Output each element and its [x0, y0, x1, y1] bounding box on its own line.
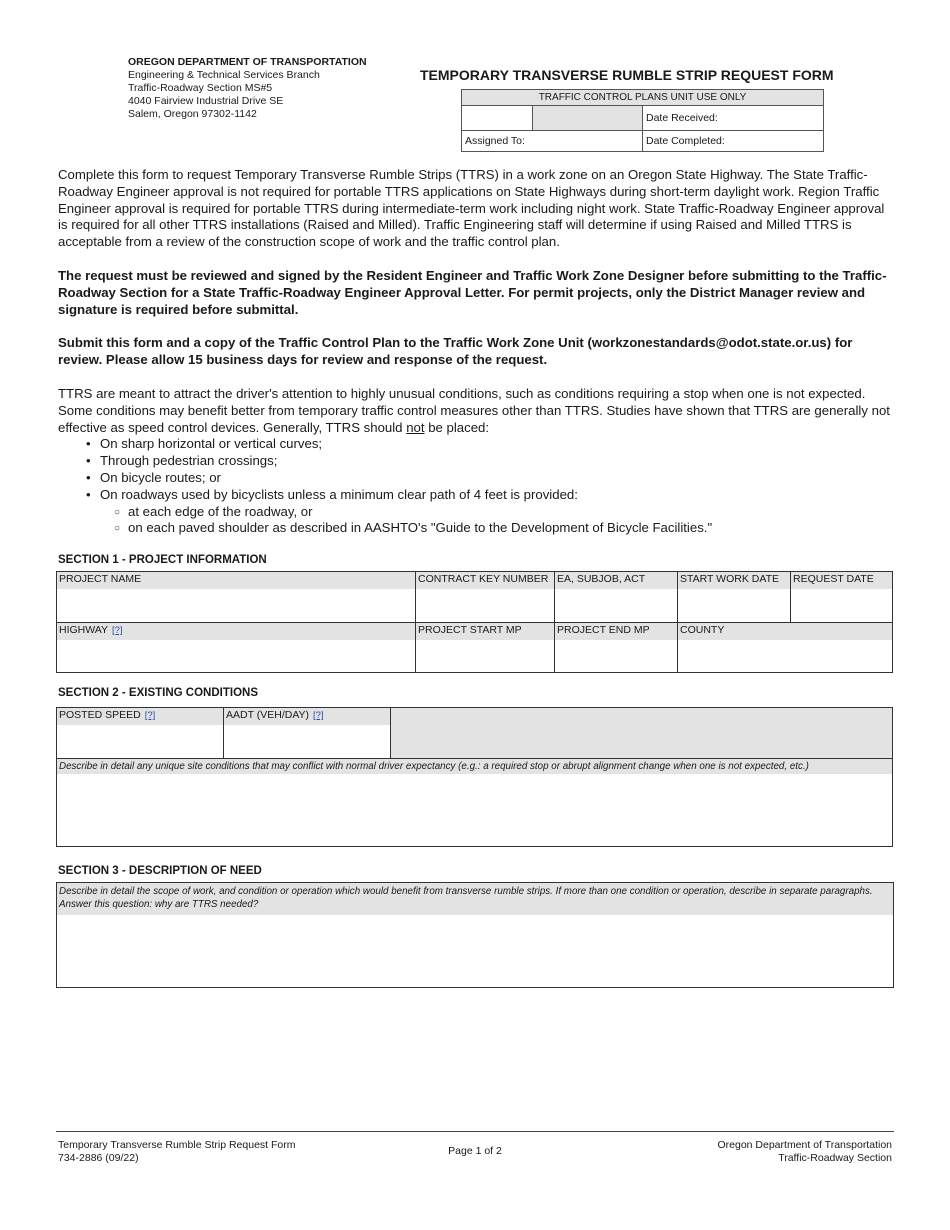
start-work-date-label: START WORK DATE: [678, 572, 790, 589]
county-label: COUNTY: [678, 623, 892, 640]
start-work-date-input[interactable]: [678, 589, 790, 622]
section-1-title: SECTION 1 - PROJECT INFORMATION: [58, 554, 267, 566]
bullet-item: [86, 436, 892, 453]
highway-cell: [57, 623, 416, 673]
footer-page-number: Page 1 of 2: [448, 1145, 502, 1157]
footer-form-name: Temporary Transverse Rumble Strip Request Form: [58, 1139, 296, 1151]
sub-bullet-item: [114, 503, 892, 521]
circle-bullet-icon: ○: [114, 523, 121, 535]
ea-label: EA, SUBJOB, ACT: [555, 572, 677, 589]
intro-text-2: The request must be reviewed and signed by the Resident Engineer and Traffic Work Zone Designer before submitting to the Traffic-Roadway Section for a State Traffic-Roadway Engineer Approval Letter. For permit projects, only the District Manager review and signature is required before submittal.: [58, 268, 887, 317]
assigned-to-field[interactable]: [462, 131, 643, 152]
posted-speed-input[interactable]: [57, 725, 223, 758]
existing-conditions-table: [56, 707, 893, 847]
county-cell: [678, 623, 893, 673]
bullet-text: On roadways used by bicyclists unless a minimum clear path of 4 feet is provided:: [100, 486, 578, 502]
footer-section: Traffic-Roadway Section: [778, 1152, 892, 1164]
highway-input[interactable]: [57, 640, 415, 672]
contract-key-input[interactable]: [416, 589, 554, 622]
site-conditions-cell: [57, 759, 893, 847]
bullet-item: [86, 453, 892, 470]
aadt-label-row: [224, 708, 390, 725]
posted-speed-label: POSTED SPEED: [59, 709, 141, 721]
bullet-icon: •: [86, 469, 91, 485]
contract-key-label: CONTRACT KEY NUMBER: [416, 572, 554, 589]
project-name-input[interactable]: [57, 589, 415, 622]
section-2-shaded-cell: [391, 708, 893, 759]
intro-text-4-not: not: [406, 419, 425, 435]
sub-bullet-item: [114, 520, 892, 537]
project-end-mp-label: PROJECT END MP: [555, 623, 677, 640]
bullet-text: On sharp horizontal or vertical curves;: [100, 436, 323, 452]
assigned-to-label: Assigned To:: [465, 135, 525, 147]
agency-section: Traffic-Roadway Section MS#5: [128, 82, 273, 94]
highway-help-link[interactable]: [?]: [112, 625, 123, 636]
agency-address-block: [128, 56, 367, 121]
need-description-label: Describe in detail the scope of work, and condition or operation which would benefit from transverse rumble strips. If more than one condition or operation, describe in separate paragraphs. Answer this question: why are TTRS needed?: [57, 883, 893, 915]
bullet-icon: •: [86, 453, 91, 469]
intro-text-1: Complete this form to request Temporary Transverse Rumble Strips (TTRS) in a work zone on an Oregon State Highway. The State Traffic-Roadway Engineer approval is not required for portable TTRS applications on State Highways during short-term daylight work. Region Traffic Engineer approval is required for portable TTRS during intermediate-term work including night work. State Traffic-Roadway Engineer approval is required for all other TTRS installations (Raised and Milled). Traffic Engineering staff will determine if using Raised and Milled TTRS is acceptable from a review of the construction scope of work and the traffic control plan.: [58, 167, 885, 250]
sub-bullet-list: [100, 504, 892, 538]
contract-key-cell: [416, 572, 555, 623]
posted-speed-cell: [57, 708, 224, 759]
section-3-title: SECTION 3 - DESCRIPTION OF NEED: [58, 865, 262, 877]
intro-text-4-end: be placed:: [424, 419, 490, 435]
bullet-text: Through pedestrian crossings;: [100, 453, 278, 469]
bullet-item: [86, 486, 892, 537]
project-end-mp-cell: [555, 623, 678, 673]
agency-street: 4040 Fairview Industrial Drive SE: [128, 95, 284, 107]
posted-speed-label-row: [57, 708, 223, 725]
project-name-label: PROJECT NAME: [57, 572, 415, 589]
circle-bullet-icon: ○: [114, 506, 121, 518]
sub-bullet-text: on each paved shoulder as described in AASHTO's "Guide to the Development of Bicycle Facilities.": [128, 520, 713, 536]
intro-text-4: [58, 386, 892, 436]
county-input[interactable]: [678, 640, 892, 672]
agency-city: Salem, Oregon 97302-1142: [128, 108, 257, 120]
ea-cell: [555, 572, 678, 623]
office-use-shaded-cell: [533, 106, 643, 131]
footer-agency: Oregon Department of Transportation: [717, 1139, 892, 1151]
aadt-cell: [224, 708, 391, 759]
project-end-mp-input[interactable]: [555, 640, 677, 672]
date-received-label: Date Received:: [646, 112, 718, 124]
agency-branch: Engineering & Technical Services Branch: [128, 69, 320, 81]
office-use-heading: TRAFFIC CONTROL PLANS UNIT USE ONLY: [462, 90, 824, 106]
request-date-input[interactable]: [791, 589, 892, 622]
office-use-blank-cell[interactable]: [462, 106, 533, 131]
section-2-title: SECTION 2 - EXISTING CONDITIONS: [58, 687, 258, 699]
ea-input[interactable]: [555, 589, 677, 622]
footer-divider: [56, 1131, 894, 1132]
highway-label: HIGHWAY: [59, 624, 108, 636]
request-date-label: REQUEST DATE: [791, 572, 892, 589]
aadt-help-link[interactable]: [?]: [313, 710, 324, 721]
project-name-cell: [57, 572, 416, 623]
date-completed-label: Date Completed:: [646, 135, 725, 147]
project-start-mp-cell: [416, 623, 555, 673]
date-completed-field[interactable]: [643, 131, 824, 152]
site-conditions-input[interactable]: [57, 774, 892, 846]
bullet-icon: •: [86, 486, 91, 502]
need-description-input[interactable]: [57, 915, 893, 987]
description-of-need-table: [56, 882, 894, 988]
office-use-table: [461, 89, 824, 152]
footer-form-number: 734-2886 (09/22): [58, 1152, 139, 1164]
need-description-cell: [57, 883, 894, 988]
intro-paragraph-3: [58, 335, 892, 369]
form-title: TEMPORARY TRANSVERSE RUMBLE STRIP REQUEST FORM: [420, 67, 834, 83]
sub-bullet-text: at each edge of the roadway, or: [128, 503, 313, 519]
request-date-cell: [791, 572, 893, 623]
bullet-icon: •: [86, 436, 91, 452]
placement-bullet-list: [58, 436, 892, 537]
site-conditions-label: Describe in detail any unique site conditions that may conflict with normal driver expectancy (e.g.: a required stop or abrupt alignment change when one is not expected, etc.): [57, 759, 892, 774]
intro-text-3: Submit this form and a copy of the Traffic Control Plan to the Traffic Work Zone Unit (workzonestandards@odot.state.or.us) for review. Please allow 15 business days for review and response of the request.: [58, 335, 853, 367]
bullet-item: [86, 469, 892, 487]
date-received-field[interactable]: [643, 106, 824, 131]
intro-paragraph-2: [58, 268, 892, 318]
footer-right: [717, 1139, 892, 1165]
aadt-input[interactable]: [224, 725, 390, 758]
intro-text-4-start: TTRS are meant to attract the driver's attention to highly unusual conditions, such as conditions requiring a stop when one is not expected. Some conditions may benefit better from temporary traffic control measures other than TTRS. Studies have shown that TTRS are generally not effective as speed control devices. Generally, TTRS should: [58, 386, 890, 435]
project-start-mp-input[interactable]: [416, 640, 554, 672]
project-information-table: [56, 571, 893, 673]
aadt-label: AADT (VEH/DAY): [226, 709, 310, 721]
posted-speed-help-link[interactable]: [?]: [144, 710, 156, 721]
project-start-mp-label: PROJECT START MP: [416, 623, 554, 640]
intro-paragraph-4: [58, 386, 892, 537]
bullet-text: On bicycle routes; or: [100, 469, 221, 485]
intro-paragraph-1: [58, 167, 892, 251]
agency-name: OREGON DEPARTMENT OF TRANSPORTATION: [128, 56, 367, 68]
highway-label-row: [57, 623, 415, 640]
start-work-date-cell: [678, 572, 791, 623]
